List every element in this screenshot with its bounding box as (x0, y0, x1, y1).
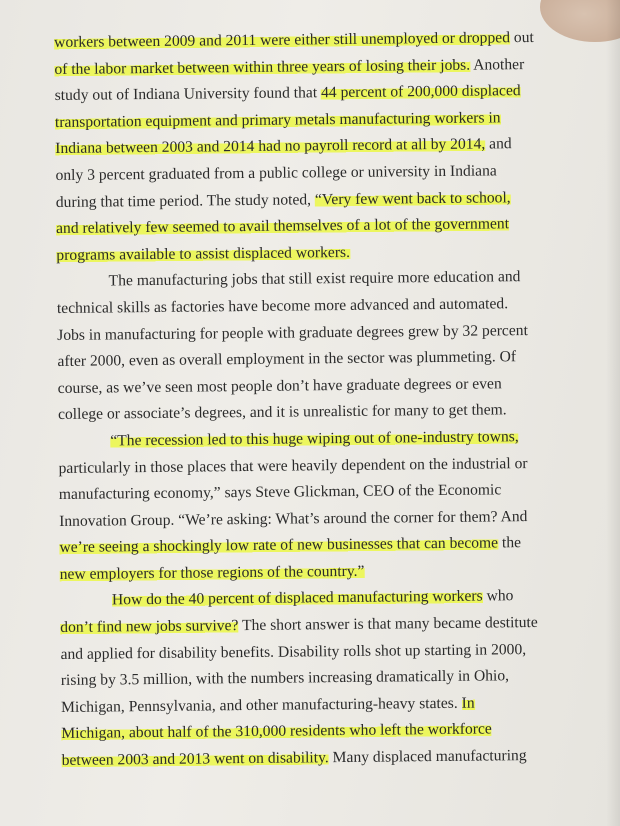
highlighted-text: How do the 40 percent of displaced manufacturing workers (111, 588, 483, 609)
text-segment: particularly in those places that were heavily dependent on the industrial or (58, 454, 528, 477)
text-segment: during that time period. The study noted, (55, 190, 316, 211)
text-segment: study out of Indiana University found that (54, 84, 322, 105)
text-segment: manufacturing economy,” says Steve Glickman, CEO of the Economic (58, 481, 502, 504)
highlighted-text: transportation equipment and primary metals manufacturing workers in (54, 109, 501, 131)
text-segment: Innovation Group. “We’re asking: What’s around the corner for them? And (59, 507, 528, 530)
highlighted-text: 44 percent of 200,000 displaced (320, 82, 521, 102)
highlighted-text: of the labor market between within three years of losing their jobs. (54, 56, 471, 78)
text-line (61, 663, 561, 695)
text-segment: only 3 percent graduated from a public college or university in Indiana (55, 162, 497, 184)
highlighted-text: new employers for those regions of the country.” (59, 562, 365, 583)
highlighted-text: between 2003 and 2013 went on disability. (61, 749, 329, 769)
text-segment: Another (470, 55, 525, 74)
text-segment: and applied for disability benefits. Disability rolls shot up starting in 2000, (60, 640, 527, 663)
text-line (56, 211, 556, 243)
body-text (54, 25, 562, 775)
text-segment: out (509, 28, 534, 47)
text-segment: course, as we’ve seen most people don’t have graduate degrees or even (57, 375, 502, 397)
text-segment: The manufacturing jobs that still exist require more education and (108, 268, 521, 290)
highlighted-text: workers between 2009 and 2011 were either still unemployed or dropped (54, 29, 511, 51)
highlighted-text: don’t find new jobs survive? (60, 617, 239, 637)
text-segment: Many displaced manufacturing (328, 747, 527, 767)
highlighted-text: and relatively few seemed to avail themselves of a lot of the government (55, 215, 510, 238)
text-segment: technical skills as factories have become more advanced and automated. (56, 295, 509, 317)
highlighted-text: Michigan, about half of the 310,000 residents who left the workforce (61, 720, 492, 743)
text-segment: the (497, 534, 522, 552)
text-segment: after 2000, even as overall employment in the sector was plummeting. Of (57, 348, 517, 371)
text-line (59, 530, 559, 562)
highlighted-text: Indiana between 2003 and 2014 had no payroll record at all by 2014, (55, 135, 486, 158)
text-segment: The short answer is that many became destitute (238, 614, 538, 635)
highlighted-text: we’re seeing a shockingly low rate of new businesses that can become (59, 534, 499, 557)
highlighted-text: “The recession led to this huge wiping out of one-industry towns, (110, 428, 519, 450)
text-segment: who (482, 587, 514, 606)
text-line (62, 743, 562, 775)
text-segment: college or associate’s degrees, and it is unrealistic for many to get them. (57, 401, 507, 424)
text-segment: rising by 3.5 million, with the numbers increasing dramatically in Ohio, (60, 667, 510, 690)
highlighted-text: programs available to assist displaced workers. (56, 243, 351, 264)
text-segment: Michigan, Pennsylvania, and other manufacturing-heavy states. (61, 694, 462, 716)
highlighted-text: “Very few went back to school, (314, 188, 511, 208)
page-edge-shadow (606, 0, 620, 826)
text-segment: and (485, 135, 512, 153)
highlighted-text: In (461, 694, 475, 712)
text-segment: Jobs in manufacturing for people with graduate degrees grew by 32 percent (57, 321, 528, 344)
